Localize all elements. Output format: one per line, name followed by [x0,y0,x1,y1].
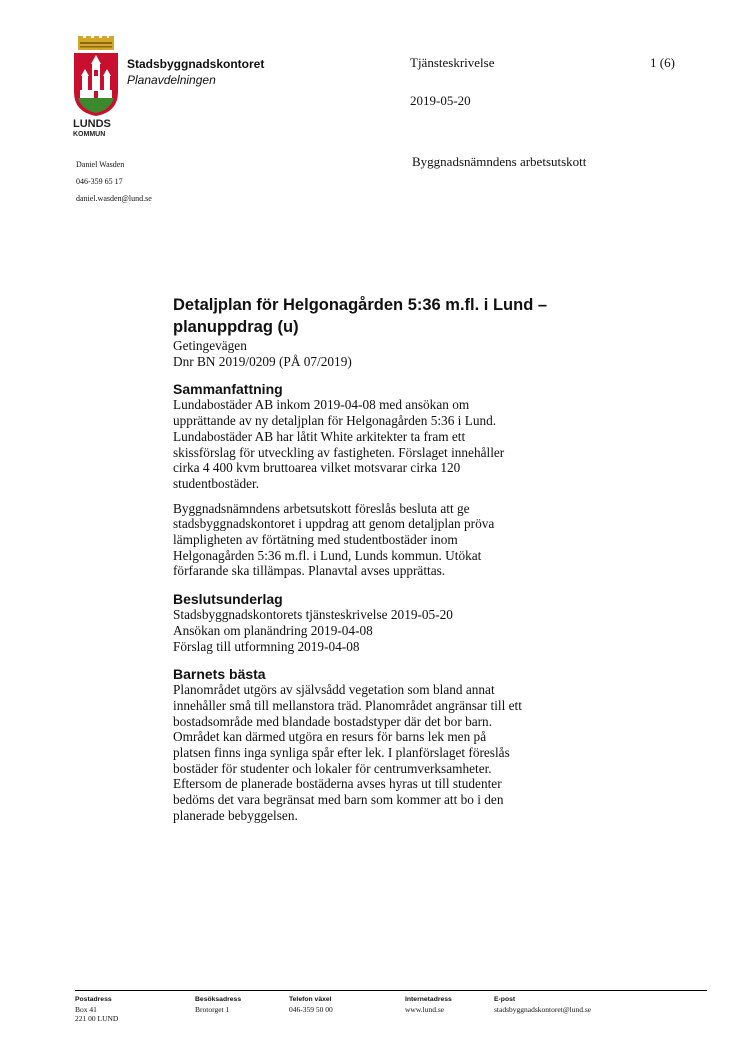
footer-postal [75,995,118,1024]
department-name: Planavdelningen [127,73,216,87]
recipient: Byggnadsnämndens arbetsutskott [412,154,587,169]
footer-email-value[interactable]: stadsbyggnadskontoret@lund.se [494,1004,592,1014]
contact-email: daniel.wasden@lund.se [76,194,152,203]
summary-p1-line: studentbostäder. [173,475,260,491]
summary-paragraph-1 [173,397,633,491]
footer-visit [195,995,241,1014]
children-line: bedöms det vara begränsat med barn som kommer att bo i den [173,792,504,808]
summary-p2-line: lämpligheten av förtätning med studentbostäder inom [173,532,458,548]
basis-item: Förslag till utformning 2019-04-08 [173,638,360,654]
footer-web-value[interactable]: www.lund.se [405,1004,445,1014]
footer-postal-line1: Box 41 [75,1004,97,1014]
children-line: planerade bebyggelsen. [173,807,298,823]
logo-text-kommun: KOMMUN [73,131,106,138]
summary-p1-line: Lundabostäder AB inkom 2019-04-08 med ansökan om [173,397,470,413]
basis-item: Ansökan om planändring 2019-04-08 [173,622,373,638]
title-line-1: Detaljplan för Helgonagården 5:36 m.fl. i Lund – [173,296,548,314]
summary-p2-line: Byggnadsnämndens arbetsutskott föreslås besluta att ge [173,500,470,516]
footer-postal-label: Postadress [75,996,112,1003]
children-heading: Barnets bästa [173,666,266,683]
footer-email [494,995,591,1014]
document-type: Tjänsteskrivelse [410,55,495,70]
footer-phone [289,995,333,1014]
logo-text-lunds: LUNDS [73,118,111,130]
footer-web-label: Internetadress [405,996,452,1003]
footer-postal-line2: 221 00 LUND [75,1014,119,1023]
summary-p1-line: upprättande av ny detaljplan för Helgonagården 5:36 i Lund. [173,413,497,429]
children-line: bostäder för studenter och lokaler för centrumverksamheter. [173,760,492,776]
children-line: Området kan därmed utgöra en resurs för barns lek men på [173,729,487,745]
crown-icon [78,36,114,50]
organization-name: Stadsbyggnadskontoret [127,57,265,71]
summary-p1-line: Lundabostäder AB har låtit White arkitekter ta fram ett [173,428,466,444]
children-paragraph [173,682,633,823]
children-line: bostadsområde med blandade bostadstyper där det bor barn. [173,713,493,729]
document-date: 2019-05-20 [410,93,471,108]
basis-list [173,607,633,654]
subtitle-dnr: Dnr BN 2019/0209 (PÅ 07/2019) [173,353,352,369]
children-line: innehåller små till mellanstora träd. Planområdet angränsar till ett [173,697,522,713]
footer-web [405,995,452,1014]
contact-name: Daniel Wasden [76,160,125,169]
shield-icon [74,53,118,116]
main-content [173,294,633,824]
subtitle-street: Getingevägen [173,338,247,353]
summary-p1-line: cirka 4 400 kvm bruttoarea vilket motsvarar cirka 120 [173,460,461,476]
basis-item: Stadsbyggnadskontorets tjänsteskrivelse 2019-05-20 [173,607,453,623]
document-title [173,294,633,338]
basis-heading: Beslutsunderlag [173,591,283,608]
children-line: Eftersom de planerade bostäderna avses hyras ut till studenter [173,776,502,792]
footer-phone-value: 046-359 50 00 [289,1004,333,1014]
footer-phone-label: Telefon växel [289,996,332,1003]
title-line-2: planuppdrag (u) [173,318,299,336]
contact-phone: 046-359 65 17 [76,177,123,186]
summary-paragraph-2 [173,501,633,580]
summary-p2-line: förfarande ska tillämpas. Planavtal avses upprättas. [173,563,446,579]
footer-divider [75,990,707,991]
summary-p2-line: stadsbyggnadskontoret i uppdrag att genom detaljplan pröva [173,516,495,532]
children-line: Planområdet utgörs av självsådd vegetation som bland annat [173,682,495,698]
children-line: platsen finns inga synliga spår efter lek. I planförslaget föreslås [173,745,510,761]
summary-p2-line: Helgonagården 5:36 m.fl. i Lund, Lunds kommun. Utökat [173,547,482,563]
footer-visit-value: Brotorget 1 [195,1004,230,1014]
lunds-kommun-logo [72,36,120,140]
footer-email-label: E-post [494,996,516,1003]
summary-p1-line: skissförslag för utveckling av fastigheten. Förslaget innehåller [173,444,505,460]
page-number: 1 (6) [650,55,675,70]
footer-visit-label: Besöksadress [195,996,242,1003]
summary-heading: Sammanfattning [173,381,283,398]
